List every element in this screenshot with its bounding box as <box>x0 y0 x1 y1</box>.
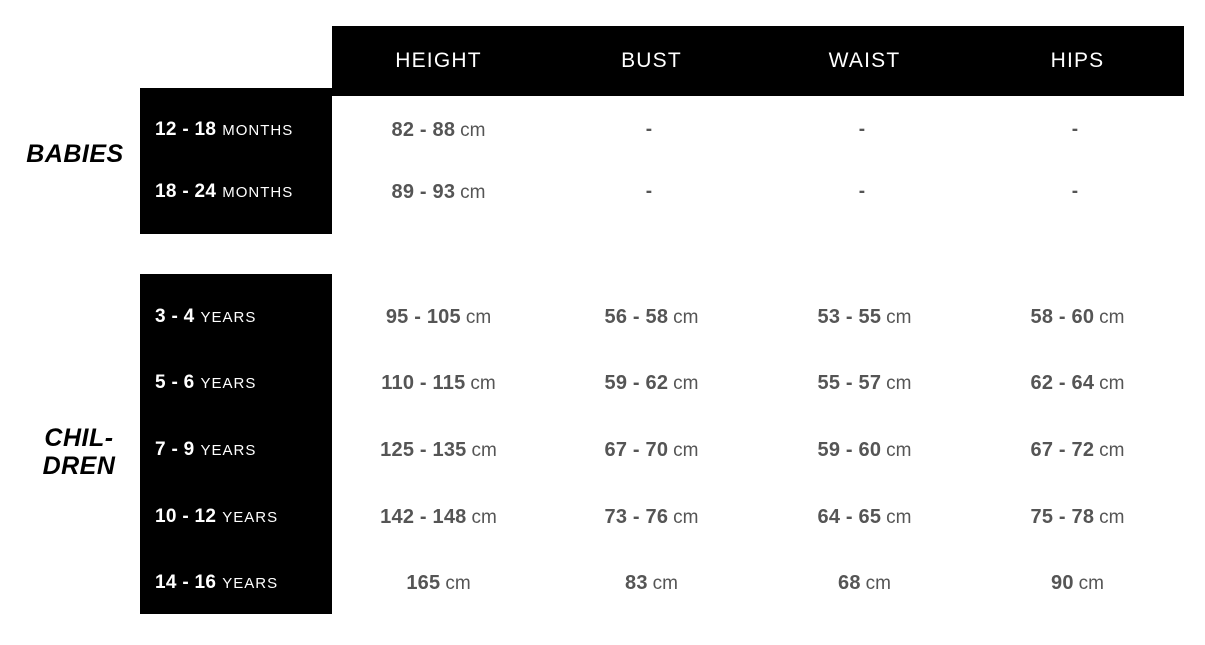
row-age-label <box>140 181 332 203</box>
row-age-unit: YEARS <box>200 309 257 326</box>
column-header-height: HEIGHT <box>395 49 482 72</box>
cell-height: 142 - 148 cm <box>380 505 497 528</box>
row-age-unit: YEARS <box>222 575 279 592</box>
cell-bust: 67 - 70 cm <box>604 438 699 461</box>
cell-hips: - <box>1071 118 1079 140</box>
cell-height: 82 - 88 cm <box>391 118 486 141</box>
cell-hips: 67 - 72 cm <box>1030 438 1125 461</box>
cell-waist: 59 - 60 cm <box>817 438 912 461</box>
cell-hips: 58 - 60 cm <box>1030 305 1125 328</box>
cell-waist: - <box>858 118 866 140</box>
row-age-number: 3 - 4 <box>155 306 195 327</box>
cell-height: 110 - 115 cm <box>381 371 496 394</box>
table-row <box>140 562 1184 604</box>
cell-hips: 90 cm <box>1051 571 1104 594</box>
cell-waist: 53 - 55 cm <box>817 305 912 328</box>
table-row <box>140 362 1184 404</box>
cell-waist: 64 - 65 cm <box>817 505 912 528</box>
cell-hips: - <box>1071 180 1079 202</box>
row-age-unit: YEARS <box>222 509 279 526</box>
cell-bust: - <box>645 118 653 140</box>
group-label-babies: BABIES <box>26 140 124 168</box>
table-row <box>140 496 1184 538</box>
table-row <box>140 429 1184 471</box>
cell-height: 89 - 93 cm <box>391 180 486 203</box>
row-age-number: 12 - 18 <box>155 119 217 140</box>
row-age-number: 10 - 12 <box>155 506 217 527</box>
table-header-row <box>332 26 1184 96</box>
cell-bust: 73 - 76 cm <box>604 505 699 528</box>
cell-bust: 83 cm <box>625 571 678 594</box>
row-age-unit: YEARS <box>200 375 257 392</box>
cell-hips: 62 - 64 cm <box>1030 371 1125 394</box>
cell-bust: 56 - 58 cm <box>604 305 699 328</box>
cell-waist: 68 cm <box>838 571 891 594</box>
row-age-number: 14 - 16 <box>155 572 217 593</box>
column-header-bust: BUST <box>621 49 682 72</box>
row-age-number: 18 - 24 <box>155 181 217 202</box>
cell-bust: 59 - 62 cm <box>604 371 699 394</box>
row-age-unit: MONTHS <box>222 122 294 139</box>
cell-height: 125 - 135 cm <box>380 438 497 461</box>
row-age-label <box>140 439 332 461</box>
column-header-hips: HIPS <box>1050 49 1105 72</box>
row-age-unit: YEARS <box>200 442 257 459</box>
row-age-label <box>140 372 332 394</box>
column-header-waist: WAIST <box>828 49 901 72</box>
row-age-label <box>140 306 332 328</box>
table-row <box>140 172 1184 212</box>
group-label-children: CHIL- DREN <box>42 424 116 480</box>
cell-hips: 75 - 78 cm <box>1030 505 1125 528</box>
row-age-label <box>140 119 332 141</box>
row-age-unit: MONTHS <box>222 184 294 201</box>
row-age-label <box>140 572 332 594</box>
row-age-label <box>140 506 332 528</box>
cell-height: 165 cm <box>406 571 471 594</box>
cell-bust: - <box>645 180 653 202</box>
table-row <box>140 110 1184 150</box>
row-age-number: 7 - 9 <box>155 439 195 460</box>
cell-height: 95 - 105 cm <box>385 305 492 328</box>
cell-waist: - <box>858 180 866 202</box>
cell-waist: 55 - 57 cm <box>817 371 912 394</box>
table-row <box>140 296 1184 338</box>
row-age-number: 5 - 6 <box>155 372 195 393</box>
